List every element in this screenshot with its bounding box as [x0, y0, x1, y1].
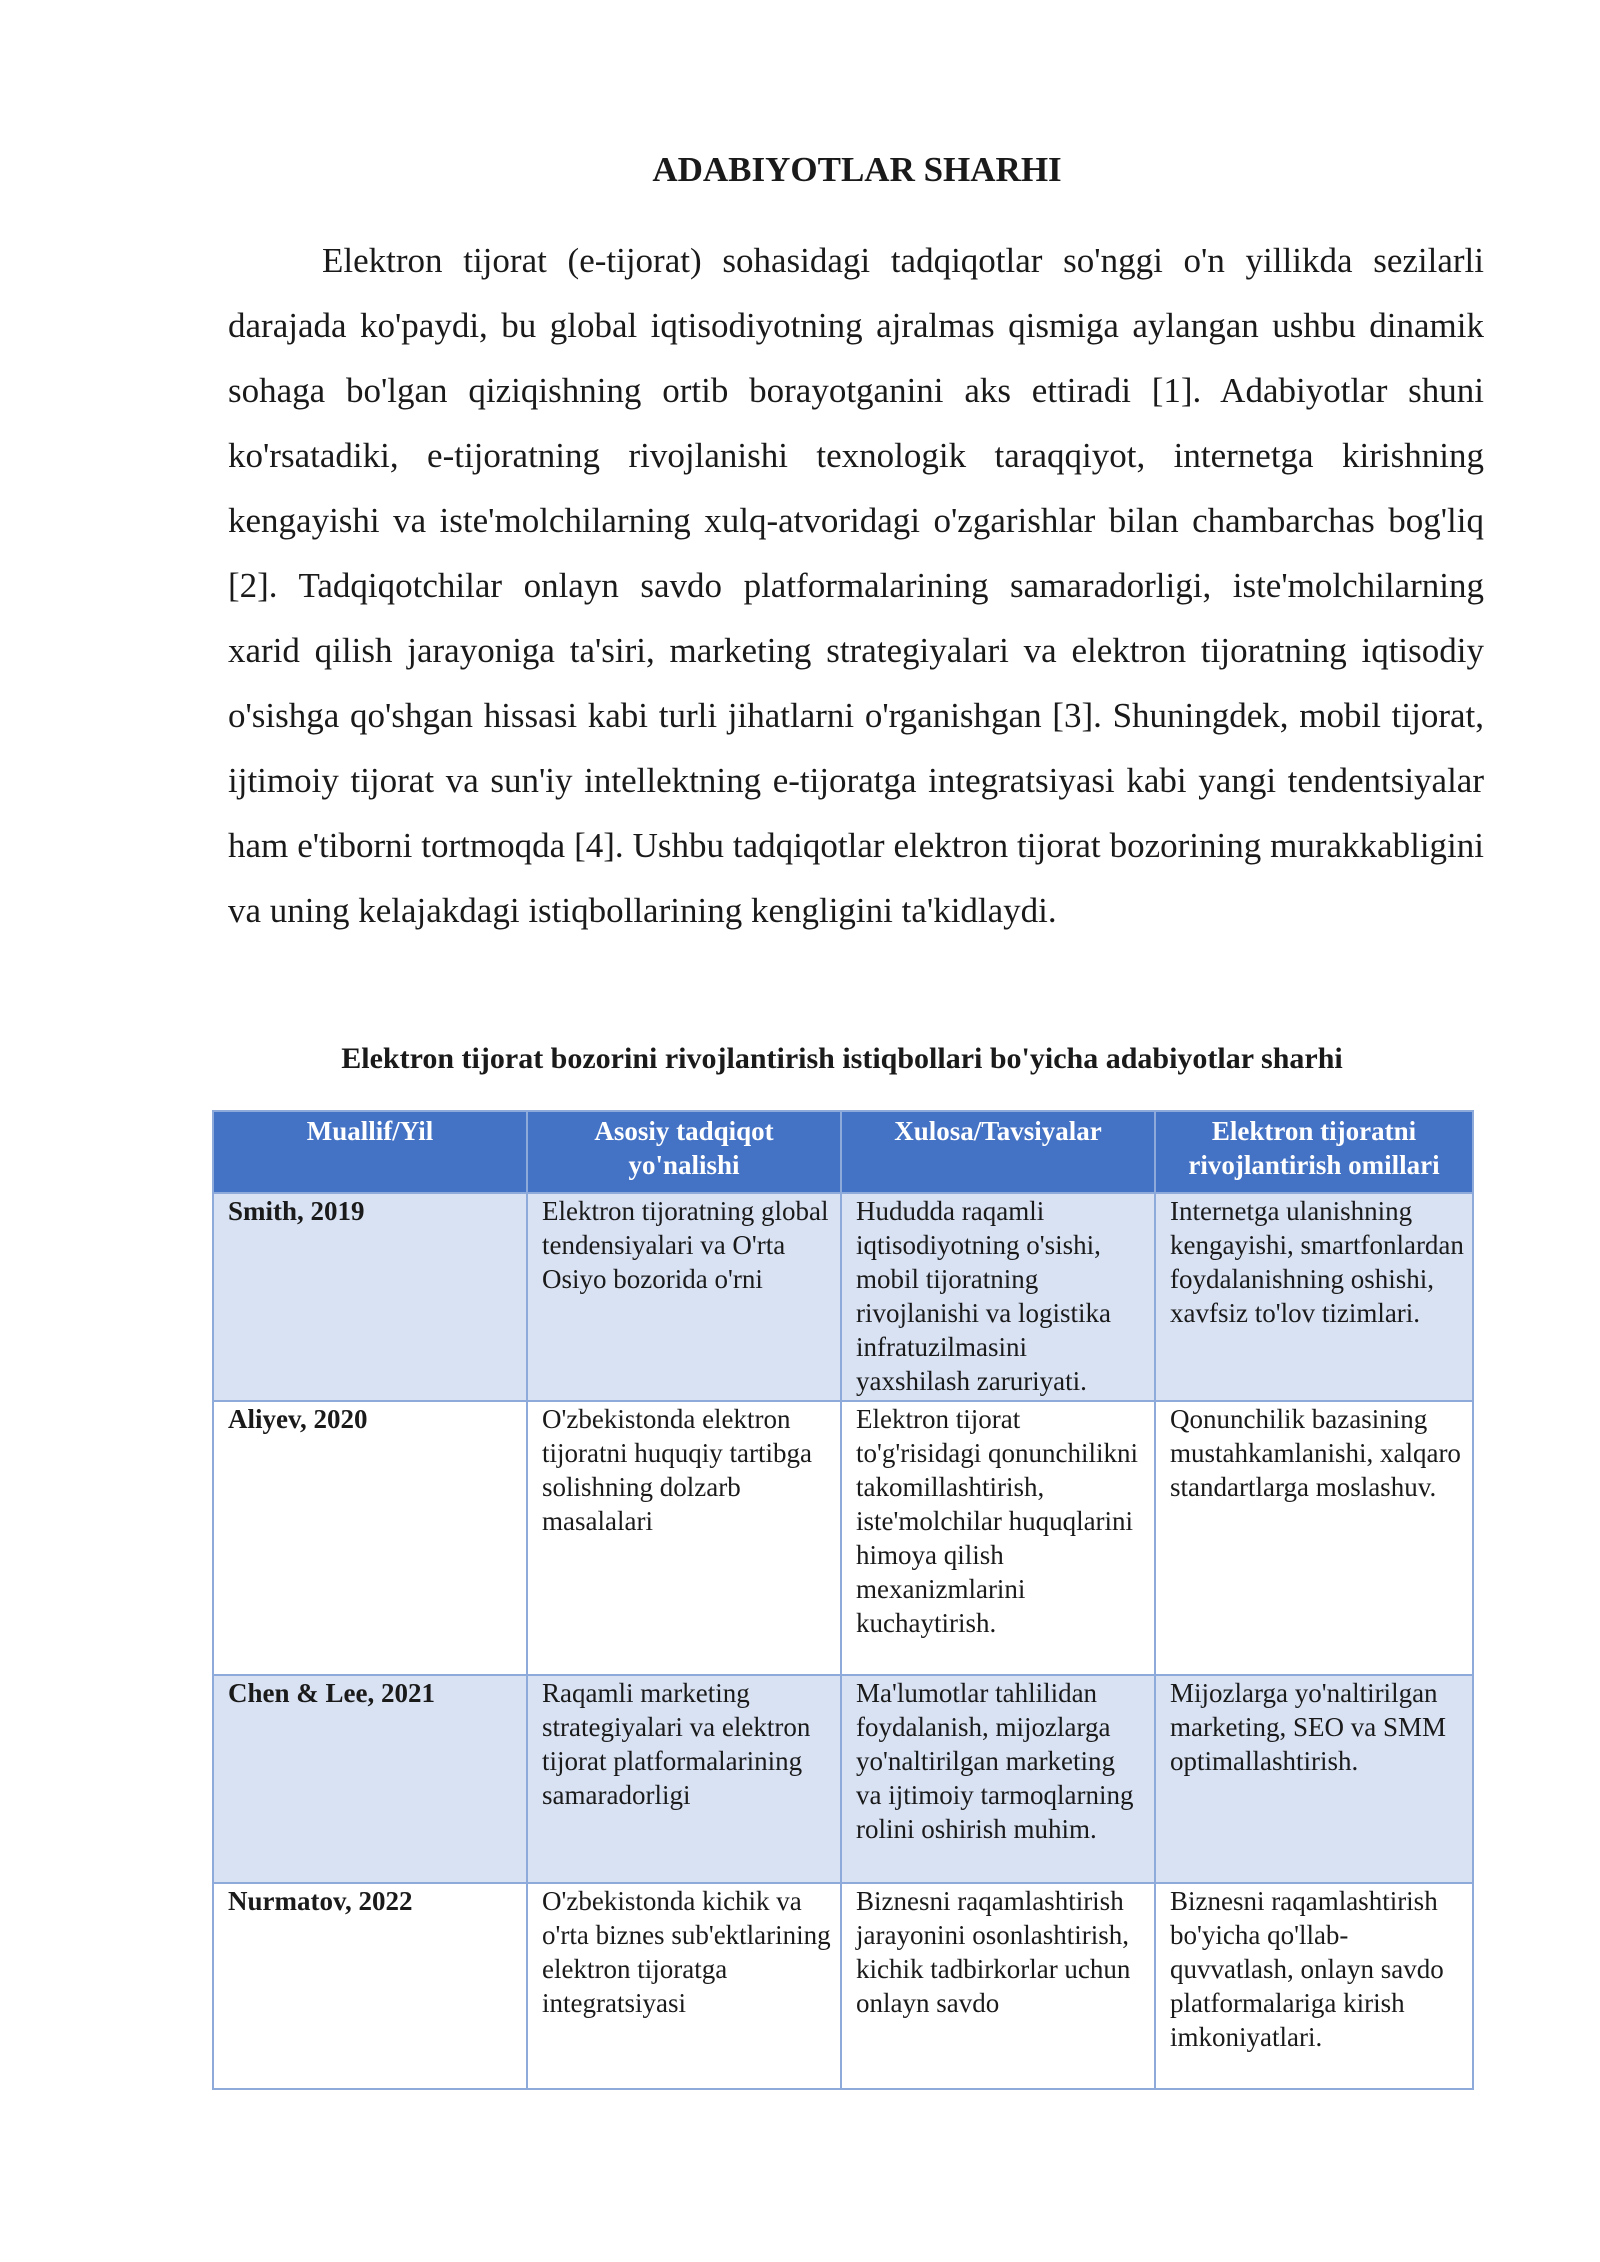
cell-focus: O'zbekistonda kichik va o'rta biznes sub'ektlarining elektron tijoratga integratsiyasi	[527, 1883, 841, 2089]
table-row	[213, 1883, 1473, 2089]
table-row	[213, 1675, 1473, 1883]
cell-conclusion: Hududda raqamli iqtisodiyotning o'sishi, mobil tijoratning rivojlanishi va logistika infratuzilmasini yaxshilash zaruriyati.	[841, 1193, 1155, 1401]
cell-factors: Biznesni raqamlashtirish bo'yicha qo'llab-quvvatlash, onlayn savdo platformalariga kirish imkoniyatlari.	[1155, 1883, 1473, 2089]
header-author-year: Muallif/Yil	[213, 1111, 527, 1193]
cell-focus: Elektron tijoratning global tendensiyalari va O'rta Osiyo bozorida o'rni	[527, 1193, 841, 1401]
cell-author: Smith, 2019	[213, 1193, 527, 1401]
cell-conclusion: Ma'lumotlar tahlilidan foydalanish, mijozlarga yo'naltirilgan marketing va ijtimoiy tarmoqlarning rolini oshirish muhim.	[841, 1675, 1155, 1883]
table-header-row	[213, 1111, 1473, 1193]
literature-review-table	[212, 1110, 1474, 2090]
cell-author: Aliyev, 2020	[213, 1401, 527, 1675]
cell-conclusion: Elektron tijorat to'g'risidagi qonunchilikni takomillashtirish, iste'molchilar huquqlarini himoya qilish mexanizmlarini kuchaytirish.	[841, 1401, 1155, 1675]
cell-factors: Mijozlarga yo'naltirilgan marketing, SEO va SMM optimallashtirish.	[1155, 1675, 1473, 1883]
table-caption: Elektron tijorat bozorini rivojlantirish istiqbollari bo'yicha adabiyotlar sharhi	[341, 1042, 1343, 1075]
cell-factors: Internetga ulanishning kengayishi, smartfonlardan foydalanishning oshishi, xavfsiz to'lov tizimlari.	[1155, 1193, 1473, 1401]
page-title: ADABIYOTLAR SHARHI	[652, 150, 1062, 189]
header-development-factors: Elektron tijoratni rivojlantirish omillari	[1155, 1111, 1473, 1193]
cell-focus: O'zbekistonda elektron tijoratni huquqiy tartibga solishning dolzarb masalalari	[527, 1401, 841, 1675]
cell-author: Chen & Lee, 2021	[213, 1675, 527, 1883]
cell-author: Nurmatov, 2022	[213, 1883, 527, 2089]
table-row	[213, 1193, 1473, 1401]
header-research-focus: Asosiy tadqiqot yo'nalishi	[527, 1111, 841, 1193]
cell-factors: Qonunchilik bazasining mustahkamlanishi, xalqaro standartlarga moslashuv.	[1155, 1401, 1473, 1675]
table-row	[213, 1401, 1473, 1675]
heading-container	[0, 150, 1600, 190]
cell-conclusion: Biznesni raqamlashtirish jarayonini osonlashtirish, kichik tadbirkorlar uchun onlayn savdo	[841, 1883, 1155, 2089]
cell-focus: Raqamli marketing strategiyalari va elektron tijorat platformalarining samaradorligi	[527, 1675, 841, 1883]
header-conclusions: Xulosa/Tavsiyalar	[841, 1111, 1155, 1193]
body-paragraph: Elektron tijorat (e-tijorat) sohasidagi tadqiqotlar so'nggi o'n yillikda sezilarli darajada ko'paydi, bu global iqtisodiyotning ajralmas qismiga aylangan ushbu dinamik sohaga bo'lgan qiziqishning ortib borayotganini aks ettiradi [1]. Adabiyotlar shuni ko'rsatadiki, e-tijoratning rivojlanishi texnologik taraqqiyot, internetga kirishning kengayishi va iste'molchilarning xulq-atvoridagi o'zgarishlar bilan chambarchas bog'liq [2]. Tadqiqotchilar onlayn savdo platformalarining samaradorligi, iste'molchilarning xarid qilish jarayoniga ta'siri, marketing strategiyalari va elektron tijoratning iqtisodiy o'sishga qo'shgan hissasi kabi turli jihatlarni o'rganishgan [3]. Shuningdek, mobil tijorat, ijtimoiy tijorat va sun'iy intellektning e-tijoratga integratsiyasi kabi yangi tendentsiyalar ham e'tiborni tortmoqda [4]. Ushbu tadqiqotlar elektron tijorat bozorining murakkabligini va uning kelajakdagi istiqbollarining kengligini ta'kidlaydi.	[228, 241, 1484, 930]
